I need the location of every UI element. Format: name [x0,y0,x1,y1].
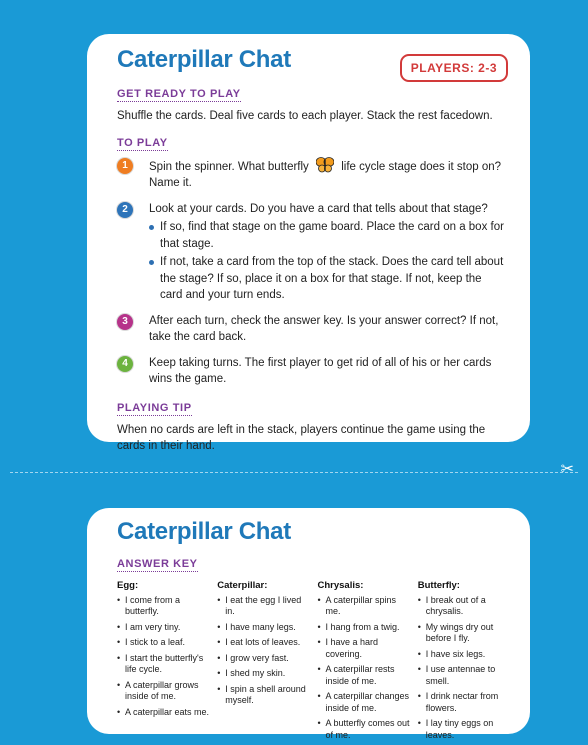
playing-tip-heading: PLAYING TIP [117,401,192,414]
answer-key-title: Caterpillar Chat [117,518,291,545]
answer-column-egg [117,580,209,745]
players-badge: PLAYERS: 2-3 [400,54,508,82]
step-number-4: 4 [117,356,133,372]
list-item: • I break out of a chrysalis. [418,595,510,618]
butterfly-icon [316,157,334,173]
step-3-text: After each turn, check the answer key. Is your answer correct? If not, take the card back. [149,314,499,343]
list-item: • I have many legs. [217,622,309,634]
answer-column-butterfly [418,580,510,745]
step-1 [117,157,504,192]
list-item: • I use antennae to smell. [418,664,510,687]
step-2-text: Look at your cards. Do you have a card that tells about that stage? [149,202,488,215]
column-heading: Chrysalis: [317,580,364,591]
list-item: • I start the butterfly's life cycle. [117,653,209,676]
playing-tip-text: When no cards are left in the stack, players continue the game using the cards in their hand. [117,423,486,452]
list-item: • I grow very fast. [217,653,309,665]
column-heading: Butterfly: [417,580,460,591]
step-4-text: Keep taking turns. The first player to get rid of all of his or her cards wins the game. [149,356,492,385]
list-item: • I have six legs. [418,649,510,661]
step-2-bullet-1: If so, find that stage on the game board. Place the card on a box for that stage. [149,219,504,252]
list-item: • I hang from a twig. [318,622,410,634]
list-item: • I spin a shell around myself. [217,684,309,707]
step-4 [117,355,504,388]
step-number-3: 3 [117,314,133,330]
get-ready-heading: GET READY TO PLAY [117,88,241,100]
list-item: • A caterpillar eats me. [117,707,209,719]
list-item: • I have a hard covering. [318,637,410,660]
list-item: • I come from a butterfly. [117,595,209,618]
list-item: • My wings dry out before I fly. [418,622,510,645]
column-heading: Caterpillar: [217,580,268,591]
step-1-text-start: Spin the spinner. What butterfly [149,160,309,173]
to-play-heading: TO PLAY [117,136,168,149]
list-item: • A caterpillar rests inside of me. [318,664,410,687]
answer-key-columns [117,580,510,745]
list-item: • I shed my skin. [217,668,309,680]
step-2-bullet-2: If not, take a card from the top of the stack. Does the card tell about the stage? If so, place it on a box for that stage. If not, keep the card and your turn ends. [149,254,504,304]
list-item: • I am very tiny. [117,622,209,634]
answer-column-chrysalis [318,580,410,745]
answer-key-card [87,508,530,740]
list-item: • A caterpillar grows inside of me. [117,680,209,703]
list-item: • I stick to a leaf. [117,637,209,649]
column-heading: Egg: [117,580,139,591]
list-item: • I eat lots of leaves. [217,637,309,649]
step-1-text-end: life cycle stage does it stop on? Name it. [149,160,502,189]
list-item: • A caterpillar changes inside of me. [318,691,410,714]
list-item: • A caterpillar spins me. [318,595,410,618]
answer-key-heading: ANSWER KEY [117,558,198,570]
list-item: • I eat the egg I lived in. [217,595,309,618]
get-ready-text: Shuffle the cards. Deal five cards to each player. Stack the rest facedown. [117,110,493,122]
cut-line [10,472,578,473]
list-item: • I drink nectar from flowers. [418,691,510,714]
answer-column-caterpillar [217,580,309,745]
step-3 [117,313,504,346]
scissors-icon: ✂ [560,461,574,478]
step-number-2: 2 [117,202,133,218]
step-2 [117,201,504,304]
list-item: • A butterfly comes out of me. [318,718,410,741]
game-instructions-card [87,34,530,452]
step-number-1: 1 [117,158,133,174]
list-item: • I lay tiny eggs on leaves. [418,718,510,741]
page-title: Caterpillar Chat [117,46,291,73]
